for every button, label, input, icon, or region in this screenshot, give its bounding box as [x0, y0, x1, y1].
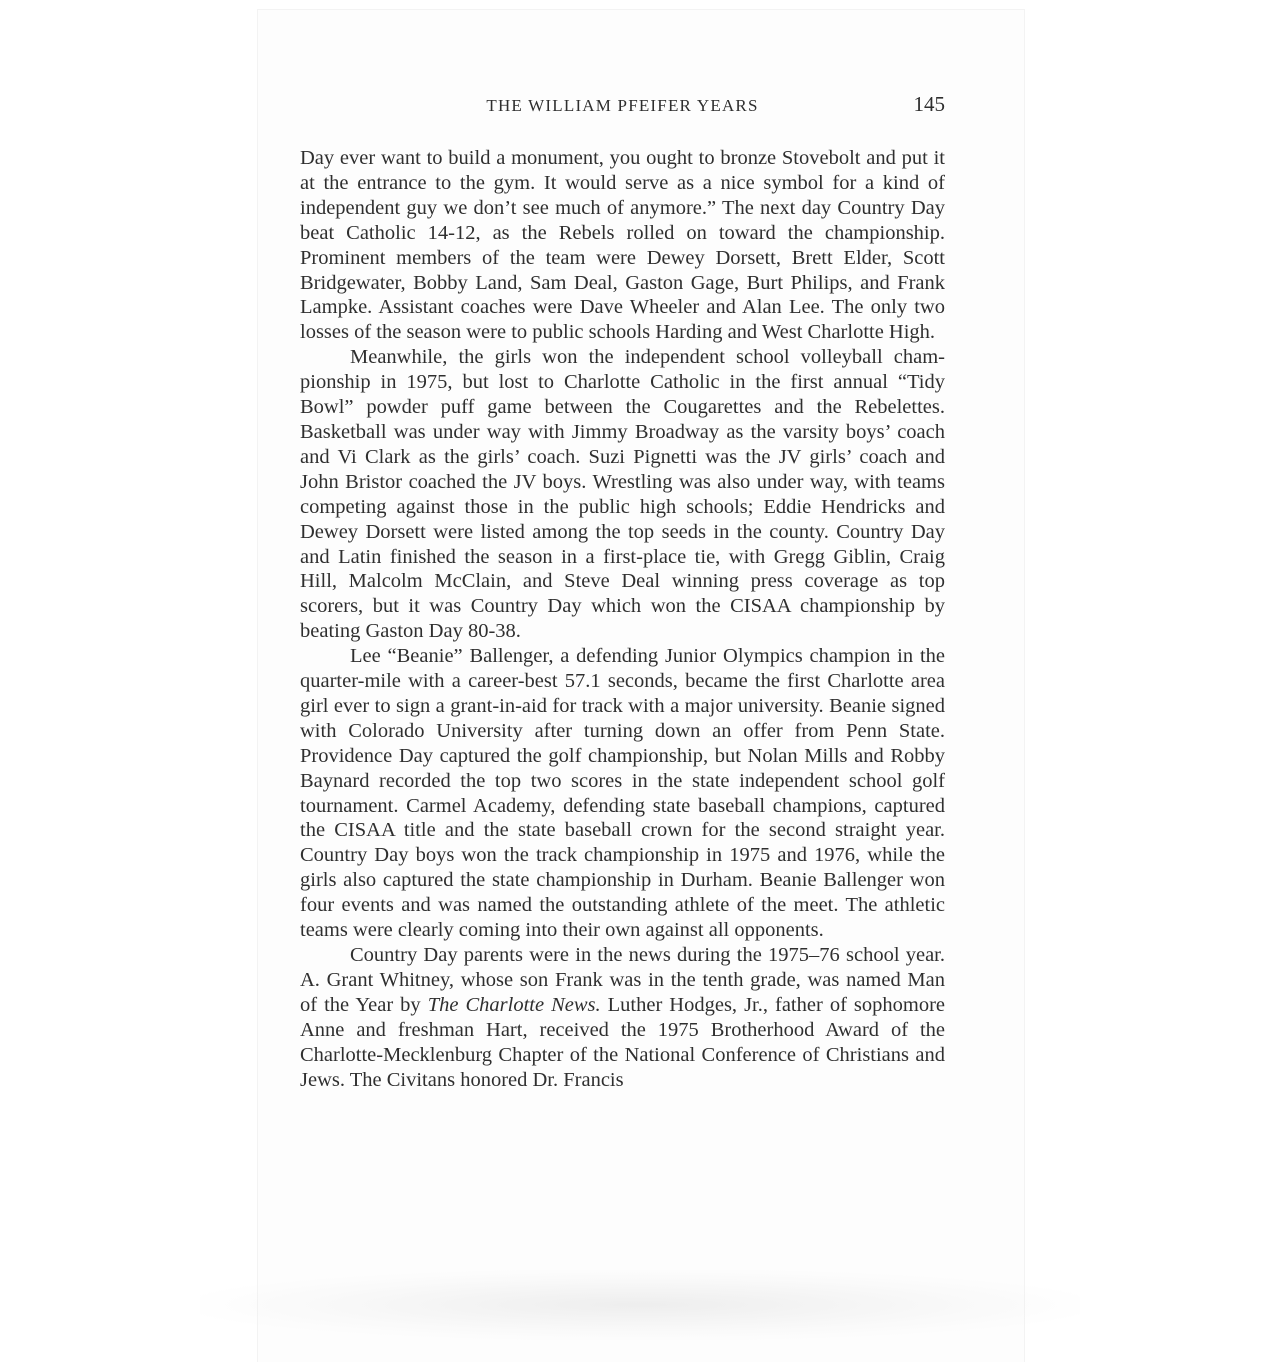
paragraph-1: Day ever want to build a monument, you ought to bronze Stovebolt and put it at the entrance to the gym. It would serve as a nice symbol for a kind of independent guy we don’t see much of anymore.” The next day Country Day beat Catholic 14-12, as the Rebels rolled on toward the championship. Prominent members of the team were Dewey Dorsett, Brett Elder, Scott Bridgewater, Bobby Land, Sam Deal, Gaston Gage, Burt Philips, and Frank Lampke. Assistant coaches were Dave Wheeler and Alan Lee. The only two losses of the season were to public schools Harding and West Charlotte High.	[300, 147, 945, 344]
scan-shadow	[200, 1270, 1080, 1340]
paragraph-4	[300, 943, 945, 1092]
paragraph-4-text-after: Luther Hodges, Jr., father of sophomore Anne and freshman Hart, received the 1975 Brotherhood Award of the Charlotte-Mecklenburg Chapter of the National Conference of Christians and Jews. The Civitans honored Dr. Francis	[300, 993, 946, 1091]
page-number: 145	[913, 92, 945, 116]
running-head: THE WILLIAM PFEIFER YEARS	[486, 96, 759, 115]
page-header	[300, 92, 945, 122]
paragraph-4-text-before: Country Day parents were in the news during the 1975–76 school year. A. Grant Whitney, whose son Frank was in the tenth grade, was named Man of the Year by	[300, 944, 945, 1016]
newspaper-title: The Charlotte News.	[427, 993, 601, 1016]
body-text	[300, 146, 945, 1092]
paragraph-2: Meanwhile, the girls won the independent school volleyball championship in 1975, but lost to Charlotte Catholic in the first annual “Tidy Bowl” powder puff game between the Cougarettes and the Rebelettes. Basketball was under way with Jimmy Broadway as the varsity boys’ coach and Vi Clark as the girls’ coach. Suzi Pignetti was the JV girls’ coach and John Bristor coached the JV boys. Wrestling was also under way, with teams competing against those in the public high schools; Eddie Hendricks and Dewey Dorsett were listed among the top seeds in the county. Country Day and Latin finished the season in a first-place tie, with Gregg Giblin, Craig Hill, Malcolm McClain, and Steve Deal winning press coverage as top scorers, but it was Country Day which won the CISAA championship by beating Gaston Day 80-38.	[300, 346, 945, 643]
paragraph-3: Lee “Beanie” Ballenger, a defending Junior Olympics champion in the quarter-mile with a career-best 57.1 seconds, became the first Charlotte area girl ever to sign a grant-in-aid for track with a major university. Beanie signed with Colorado University after turning down an offer from Penn State. Providence Day captured the golf championship, but Nolan Mills and Robby Baynard recorded the top two scores in the state independent school golf tournament. Carmel Academy, defending state baseball champions, captured the CISAA title and the state baseball crown for the second straight year. Country Day boys won the track championship in 1975 and 1976, while the girls also captured the state championship in Durham. Beanie Ballenger won four events and was named the outstanding athlete of the meet. The athletic teams were clearly coming into their own against all opponents.	[300, 645, 945, 942]
